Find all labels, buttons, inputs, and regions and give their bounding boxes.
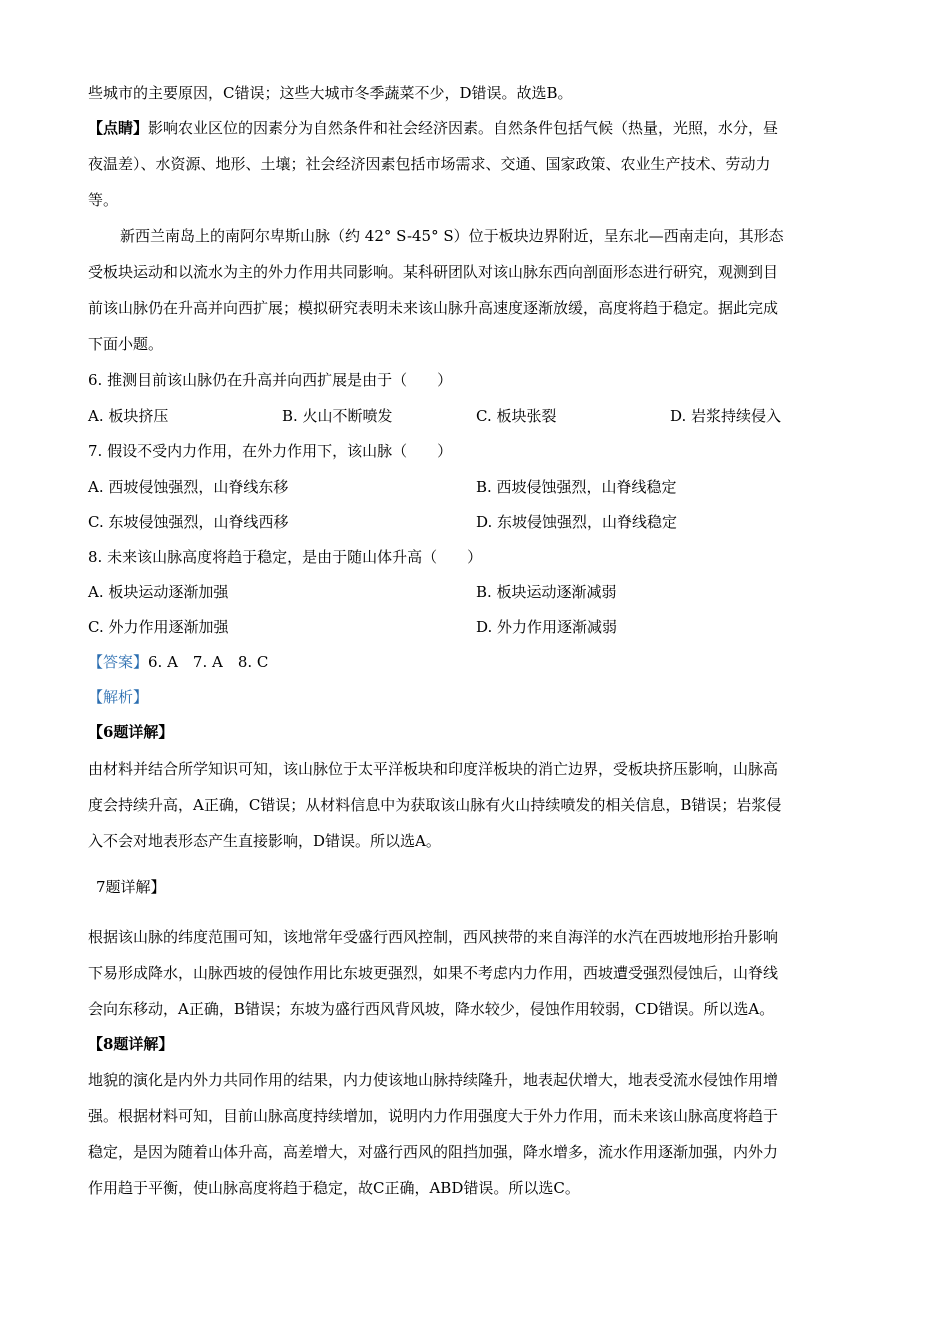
detail-7-line-2: 下易形成降水，山脉西坡的侵蚀作用比东坡更强烈，如果不考虑内力作用，西坡遭受强烈侵蚀后，山脊线 — [88, 964, 779, 982]
prev-answer-tail: 些城市的主要原因，C错误；这些大城市冬季蔬菜不少，D错误。故选B。 — [88, 84, 573, 102]
q7-option-c: C. 东坡侵蚀强烈，山脊线西移 — [88, 513, 289, 531]
passage-line-4: 下面小题。 — [88, 335, 164, 353]
detail-8-title: 【8题详解】 — [88, 1035, 174, 1053]
q8-option-d: D. 外力作用逐渐减弱 — [476, 618, 618, 636]
q7-option-a: A. 西坡侵蚀强烈，山脊线东移 — [88, 478, 289, 496]
q6-option-d: D. 岩浆持续侵入 — [670, 407, 782, 425]
detail-6-line-3: 入不会对地表形态产生直接影响，D错误。所以选A。 — [88, 832, 441, 850]
q8-option-a: A. 板块运动逐渐加强 — [88, 583, 229, 601]
q6-stem: 6. 推测目前该山脉仍在升高并向西扩展是由于（ ） — [88, 371, 453, 389]
detail-7-line-3: 会向东移动，A正确，B错误；东坡为盛行西风背风坡，降水较少，侵蚀作用较弱，CD错误。所以选A。 — [88, 1000, 775, 1018]
answer-label: 【答案】 — [88, 653, 149, 671]
q7-option-d: D. 东坡侵蚀强烈，山脊线稳定 — [476, 513, 678, 531]
detail-8-line-2: 强。根据材料可知，目前山脉高度持续增加，说明内力作用强度大于外力作用，而未来该山脉高度将趋于 — [88, 1107, 779, 1125]
note-line-3: 等。 — [88, 191, 119, 209]
detail-8-line-3: 稳定，是因为随着山体升高，高差增大，对盛行西风的阻挡加强，降水增多，流水作用逐渐加强，内外力 — [88, 1143, 779, 1161]
answer-text: 6. A 7. A 8. C — [148, 653, 269, 671]
passage-line-1: 新西兰南岛上的南阿尔卑斯山脉（约 42° S-45° S）位于板块边界附近，呈东北—西南走向，其形态 — [120, 227, 784, 245]
detail-6-line-2: 度会持续升高，A正确，C错误；从材料信息中为获取该山脉有火山持续喷发的相关信息，B错误；岩浆侵 — [88, 796, 782, 814]
q8-option-b: B. 板块运动逐渐减弱 — [476, 583, 617, 601]
note-text-1: 影响农业区位的因素分为自然条件和社会经济因素。自然条件包括气候（热量，光照，水分，昼 — [148, 119, 779, 137]
passage-line-3: 前该山脉仍在升高并向西扩展；模拟研究表明未来该山脉升高速度逐渐放缓，高度将趋于稳定。据此完成 — [88, 299, 779, 317]
q6-option-b: B. 火山不断喷发 — [282, 407, 393, 425]
detail-6-title: 【6题详解】 — [88, 723, 174, 741]
detail-6-line-1: 由材料并结合所学知识可知，该山脉位于太平洋板块和印度洋板块的消亡边界，受板块挤压影响，山脉高 — [88, 760, 779, 778]
passage-line-2: 受板块运动和以流水为主的外力作用共同影响。某科研团队对该山脉东西向剖面形态进行研究，观测到目 — [88, 263, 779, 281]
q6-option-a: A. 板块挤压 — [88, 407, 169, 425]
q8-option-c: C. 外力作用逐渐加强 — [88, 618, 229, 636]
detail-7-line-1: 根据该山脉的纬度范围可知，该地常年受盛行西风控制，西风挟带的来自海洋的水汽在西坡地形抬升影响 — [88, 928, 779, 946]
detail-8-line-1: 地貌的演化是内外力共同作用的结果，内力使该地山脉持续隆升，地表起伏增大，地表受流水侵蚀作用增 — [88, 1071, 779, 1089]
analysis-label: 【解析】 — [88, 688, 149, 706]
detail-7-title: 7题详解】 — [96, 878, 166, 896]
answer-line — [88, 651, 863, 673]
note-line-1 — [88, 117, 863, 139]
note-label: 【点睛】 — [88, 119, 149, 137]
q8-stem: 8. 未来该山脉高度将趋于稳定，是由于随山体升高（ ） — [88, 548, 483, 566]
q7-stem: 7. 假设不受内力作用，在外力作用下，该山脉（ ） — [88, 442, 453, 460]
q7-option-b: B. 西坡侵蚀强烈，山脊线稳定 — [476, 478, 677, 496]
detail-8-line-4: 作用趋于平衡，使山脉高度将趋于稳定，故C正确，ABD错误。所以选C。 — [88, 1179, 580, 1197]
note-line-2: 夜温差）、水资源、地形、土壤；社会经济因素包括市场需求、交通、国家政策、农业生产技术、劳动力 — [88, 155, 771, 173]
q6-option-c: C. 板块张裂 — [476, 407, 557, 425]
